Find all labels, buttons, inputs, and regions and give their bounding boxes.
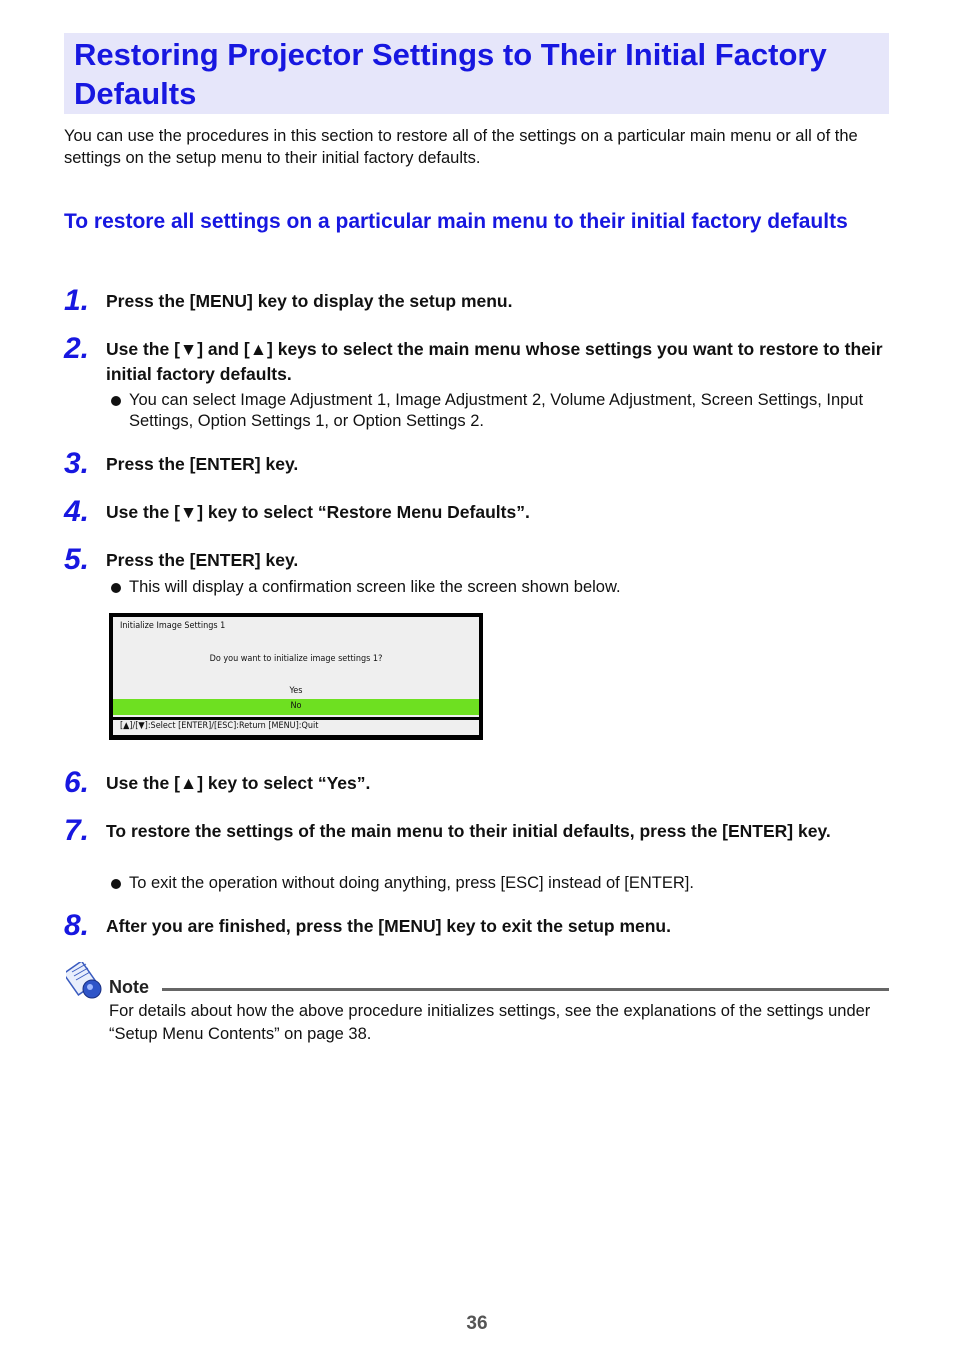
note-text: For details about how the above procedure initializes settings, see the explanations of the settings under “Setup Menu Contents” on page 38. bbox=[109, 1002, 871, 1043]
step-text: Press the [MENU] key to display the setup menu. bbox=[106, 291, 513, 311]
page-title: Restoring Projector Settings to Their Initial Factory Defaults bbox=[74, 37, 827, 111]
step-bullet: This will display a confirmation screen like the screen shown below. bbox=[110, 577, 870, 598]
step-text: Use the [▼] and [▲] keys to select the main menu whose settings you want to restore to their initial factory defaults. bbox=[106, 339, 883, 384]
step-number: 8. bbox=[64, 909, 90, 942]
screen-option-no-highlight bbox=[113, 699, 479, 715]
step-text: Press the [ENTER] key. bbox=[106, 550, 299, 570]
page-number: 36 bbox=[466, 1313, 488, 1334]
step-number: 3. bbox=[64, 447, 90, 480]
screen-option-no: No bbox=[290, 701, 302, 711]
step-bullet: You can select Image Adjustment 1, Image Adjustment 2, Volume Adjustment, Screen Settings, Input Settings, Option Settings 1, or Option Settings 2. bbox=[110, 390, 870, 432]
screen-footer-bar bbox=[113, 720, 479, 735]
step-number: 6. bbox=[64, 766, 90, 799]
screen-option-yes: Yes bbox=[289, 686, 303, 696]
section-subheading: To restore all settings on a particular main menu to their initial factory defaults bbox=[64, 210, 848, 233]
note-divider bbox=[162, 988, 889, 991]
step-text: After you are finished, press the [MENU] key to exit the setup menu. bbox=[106, 916, 671, 936]
step-text: Press the [ENTER] key. bbox=[106, 454, 299, 474]
step-text: To restore the settings of the main menu to their initial defaults, press the [ENTER] key. bbox=[106, 821, 831, 841]
step-number: 1. bbox=[64, 284, 90, 317]
step-number: 5. bbox=[64, 543, 90, 576]
screen-title: Initialize Image Settings 1 bbox=[120, 621, 226, 631]
title-banner bbox=[64, 33, 889, 114]
step-number: 4. bbox=[64, 495, 90, 528]
note-pencil-icon bbox=[66, 962, 106, 1000]
step-text: Use the [▼] key to select “Restore Menu Defaults”. bbox=[106, 502, 530, 522]
step-text: Use the [▲] key to select “Yes”. bbox=[106, 773, 371, 793]
step-number: 7. bbox=[64, 814, 90, 847]
confirmation-screen-illustration bbox=[109, 613, 483, 740]
intro-paragraph: You can use the procedures in this section to restore all of the settings on a particular main menu or all of the settings on the setup menu to their initial factory defaults. bbox=[64, 127, 858, 167]
step-number: 2. bbox=[64, 332, 90, 365]
note-label: Note bbox=[109, 977, 149, 997]
screen-question: Do you want to initialize image settings 1? bbox=[209, 654, 383, 664]
step-bullet: To exit the operation without doing anything, press [ESC] instead of [ENTER]. bbox=[110, 873, 870, 894]
screen-footer-text: [▲]/[▼]:Select [ENTER]/[ESC]:Return [MENU]:Quit bbox=[120, 721, 319, 731]
